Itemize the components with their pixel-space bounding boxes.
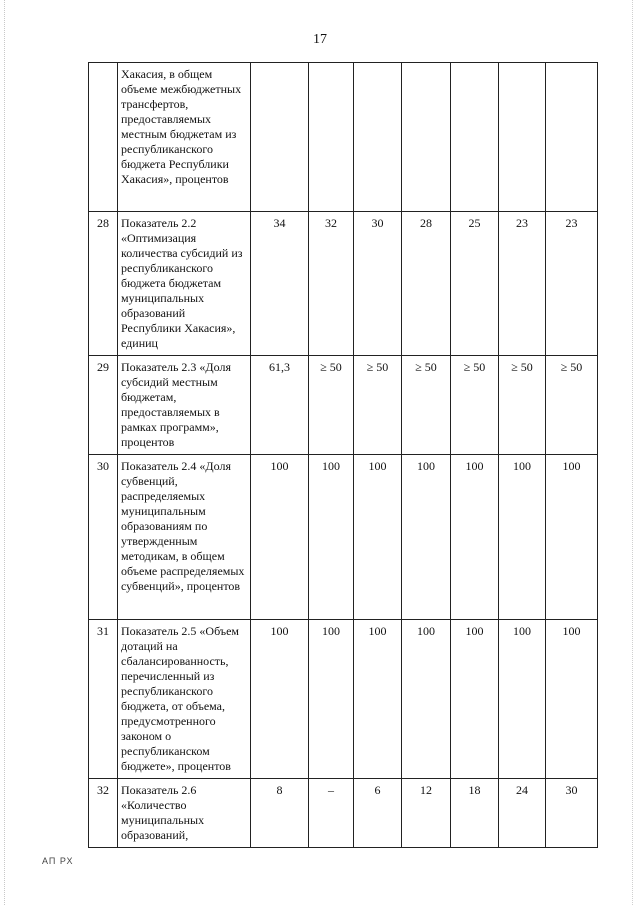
indicator-name: Показатель 2.4 «Доля субвенций, распределяемых муниципальным образованиям по утвержденным методикам, в общем объеме распределяемых субвенций», процентов <box>118 455 251 620</box>
indicator-name: Хакасия, в общем объеме межбюджетных трансфертов, предоставляемых местным бюджетам из республиканского бюджета Республики Хакасия», процентов <box>118 63 251 212</box>
row-number: 29 <box>89 356 118 455</box>
value-cell <box>309 63 354 212</box>
value-cell: ≥ 50 <box>546 356 598 455</box>
value-cell: 100 <box>451 455 499 620</box>
value-cell: 100 <box>309 455 354 620</box>
indicator-name: Показатель 2.6 «Количество муниципальных образований, <box>118 779 251 848</box>
value-cell: 18 <box>451 779 499 848</box>
indicators-table <box>88 62 598 848</box>
value-cell <box>499 63 546 212</box>
value-cell: 100 <box>546 455 598 620</box>
value-cell: 30 <box>546 779 598 848</box>
value-cell: ≥ 50 <box>451 356 499 455</box>
value-cell: 100 <box>251 620 309 779</box>
value-cell: 100 <box>499 620 546 779</box>
value-cell: 24 <box>499 779 546 848</box>
value-cell: 100 <box>251 455 309 620</box>
table-row <box>89 779 598 848</box>
scan-edge-right <box>632 0 634 905</box>
value-cell <box>546 63 598 212</box>
scan-edge-left <box>4 0 6 905</box>
table-row <box>89 63 598 212</box>
value-cell <box>451 63 499 212</box>
value-cell: 100 <box>354 620 402 779</box>
value-cell: 12 <box>402 779 451 848</box>
value-cell: 6 <box>354 779 402 848</box>
row-number <box>89 63 118 212</box>
indicator-name: Показатель 2.2 «Оптимизация количества субсидий из республиканского бюджета бюджетам муниципальных образований Республики Хакасия», единиц <box>118 212 251 356</box>
indicator-name: Показатель 2.5 «Объем дотаций на сбалансированность, перечисленный из республиканского бюджета, от объема, предусмотренного законом о республиканском бюджете», процентов <box>118 620 251 779</box>
value-cell: ≥ 50 <box>354 356 402 455</box>
row-number: 31 <box>89 620 118 779</box>
table-row <box>89 212 598 356</box>
value-cell: 34 <box>251 212 309 356</box>
value-cell: ≥ 50 <box>309 356 354 455</box>
value-cell: 23 <box>546 212 598 356</box>
value-cell: 100 <box>451 620 499 779</box>
value-cell: 100 <box>546 620 598 779</box>
value-cell: 30 <box>354 212 402 356</box>
page-number: 17 <box>313 32 327 47</box>
value-cell: 61,3 <box>251 356 309 455</box>
archive-stamp: АП РХ <box>42 856 74 866</box>
value-cell: 100 <box>499 455 546 620</box>
value-cell: 28 <box>402 212 451 356</box>
value-cell: ≥ 50 <box>402 356 451 455</box>
value-cell: – <box>309 779 354 848</box>
table-row <box>89 455 598 620</box>
row-number: 28 <box>89 212 118 356</box>
indicator-name: Показатель 2.3 «Доля субсидий местным бюджетам, предоставляемых в рамках программ», процентов <box>118 356 251 455</box>
value-cell <box>402 63 451 212</box>
table-row <box>89 620 598 779</box>
value-cell: 100 <box>402 620 451 779</box>
row-number: 32 <box>89 779 118 848</box>
value-cell: 100 <box>402 455 451 620</box>
value-cell: 23 <box>499 212 546 356</box>
value-cell: 25 <box>451 212 499 356</box>
table-row <box>89 356 598 455</box>
value-cell: ≥ 50 <box>499 356 546 455</box>
value-cell <box>354 63 402 212</box>
value-cell: 100 <box>309 620 354 779</box>
row-number: 30 <box>89 455 118 620</box>
value-cell: 32 <box>309 212 354 356</box>
value-cell: 8 <box>251 779 309 848</box>
value-cell: 100 <box>354 455 402 620</box>
value-cell <box>251 63 309 212</box>
